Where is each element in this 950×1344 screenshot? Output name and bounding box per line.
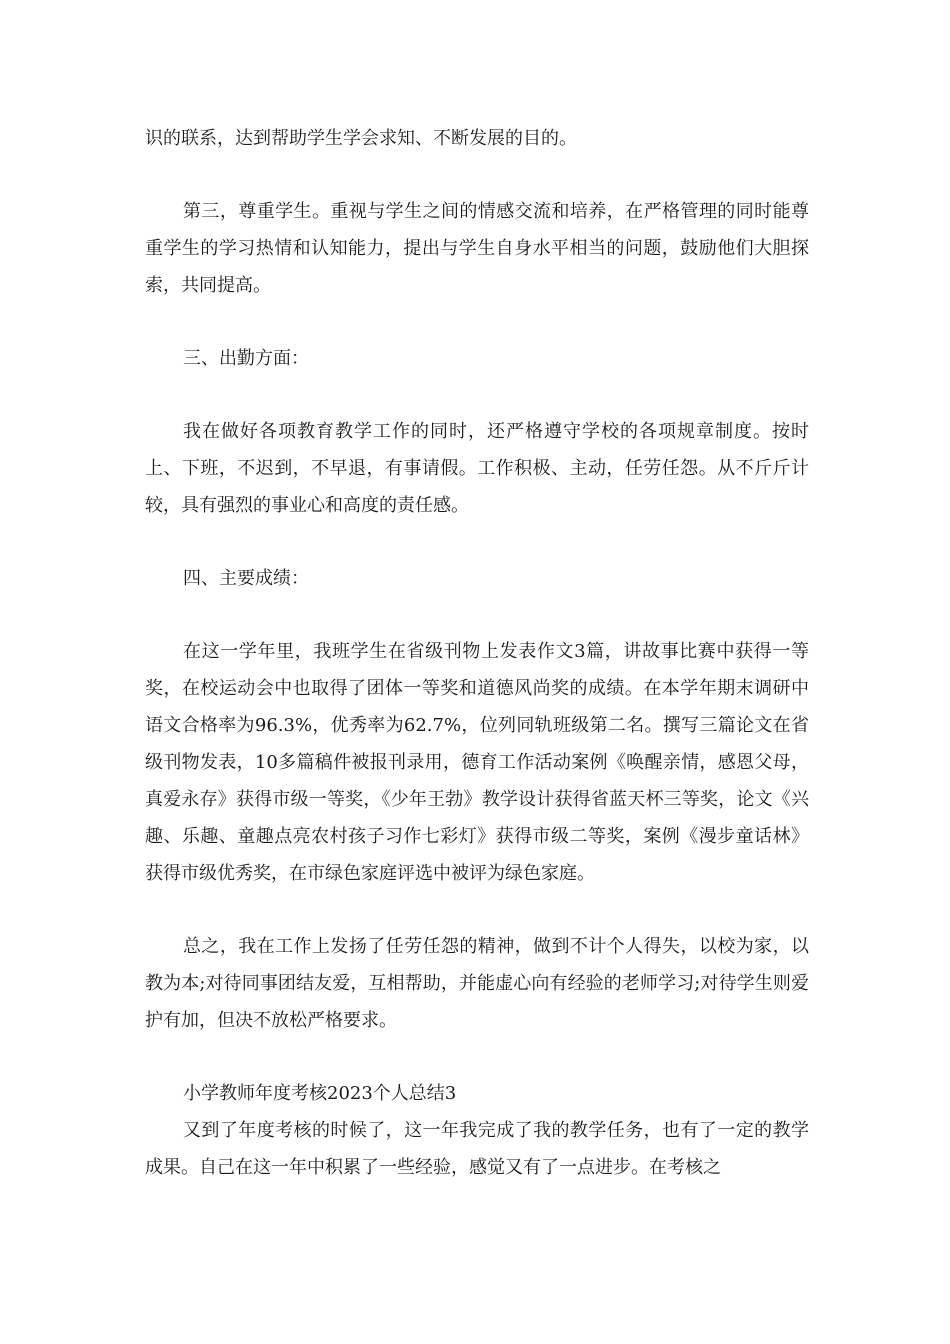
paragraph-intro: 又到了年度考核的时候了，这一年我完成了我的教学任务，也有了一定的教学成果。自己在这一年中积累了一些经验，感觉又有了一点进步。在考核之 [145, 1120, 809, 1178]
paragraph-respect-students: 第三，尊重学生。重视与学生之间的情感交流和培养，在严格管理的同时能尊重学生的学习热情和认知能力，提出与学生自身水平相当的问题，鼓励他们大胆探索，共同提高。 [145, 201, 809, 296]
section-heading-achievements: 四、主要成绩： [183, 568, 309, 589]
article-title: 小学教师年度考核2023个人总结3 [183, 1083, 457, 1104]
paragraph-attendance: 我在做好各项教育教学工作的同时，还严格遵守学校的各项规章制度。按时上、下班，不迟到，不早退，有事请假。工作积极、主动，任劳任怨。从不斤斤计较，具有强烈的事业心和高度的责任感。 [145, 421, 809, 516]
section-heading-attendance: 三、出勤方面： [183, 348, 309, 369]
paragraph-achievements: 在这一学年里，我班学生在省级刊物上发表作文3篇，讲故事比赛中获得一等奖，在校运动会中也取得了团体一等奖和道德风尚奖的成绩。在本学年期末调研中语文合格率为96.3%，优秀率为62.7%，位列同轨班级第二名。撰写三篇论文在省级刊物发表，10多篇稿件被报刊录用，德育工作活动案例《唤醒亲情，感恩父母，真爱永存》获得市级一等奖，《少年王勃》教学设计获得省蓝天杯三等奖，论文《兴趣、乐趣、童趣点亮农村孩子习作七彩灯》获得市级二等奖，案例《漫步童话林》获得市级优秀奖，在市绿色家庭评选中被评为绿色家庭。 [145, 641, 809, 884]
paragraph-continuation: 识的联系，达到帮助学生学会求知、不断发展的目的。 [145, 128, 577, 149]
document-body [145, 120, 809, 1186]
paragraph-conclusion: 总之，我在工作上发扬了任劳任怨的精神，做到不计个人得失，以校为家，以教为本;对待同事团结友爱，互相帮助，并能虚心向有经验的老师学习;对待学生则爱护有加，但决不放松严格要求。 [145, 936, 809, 1031]
